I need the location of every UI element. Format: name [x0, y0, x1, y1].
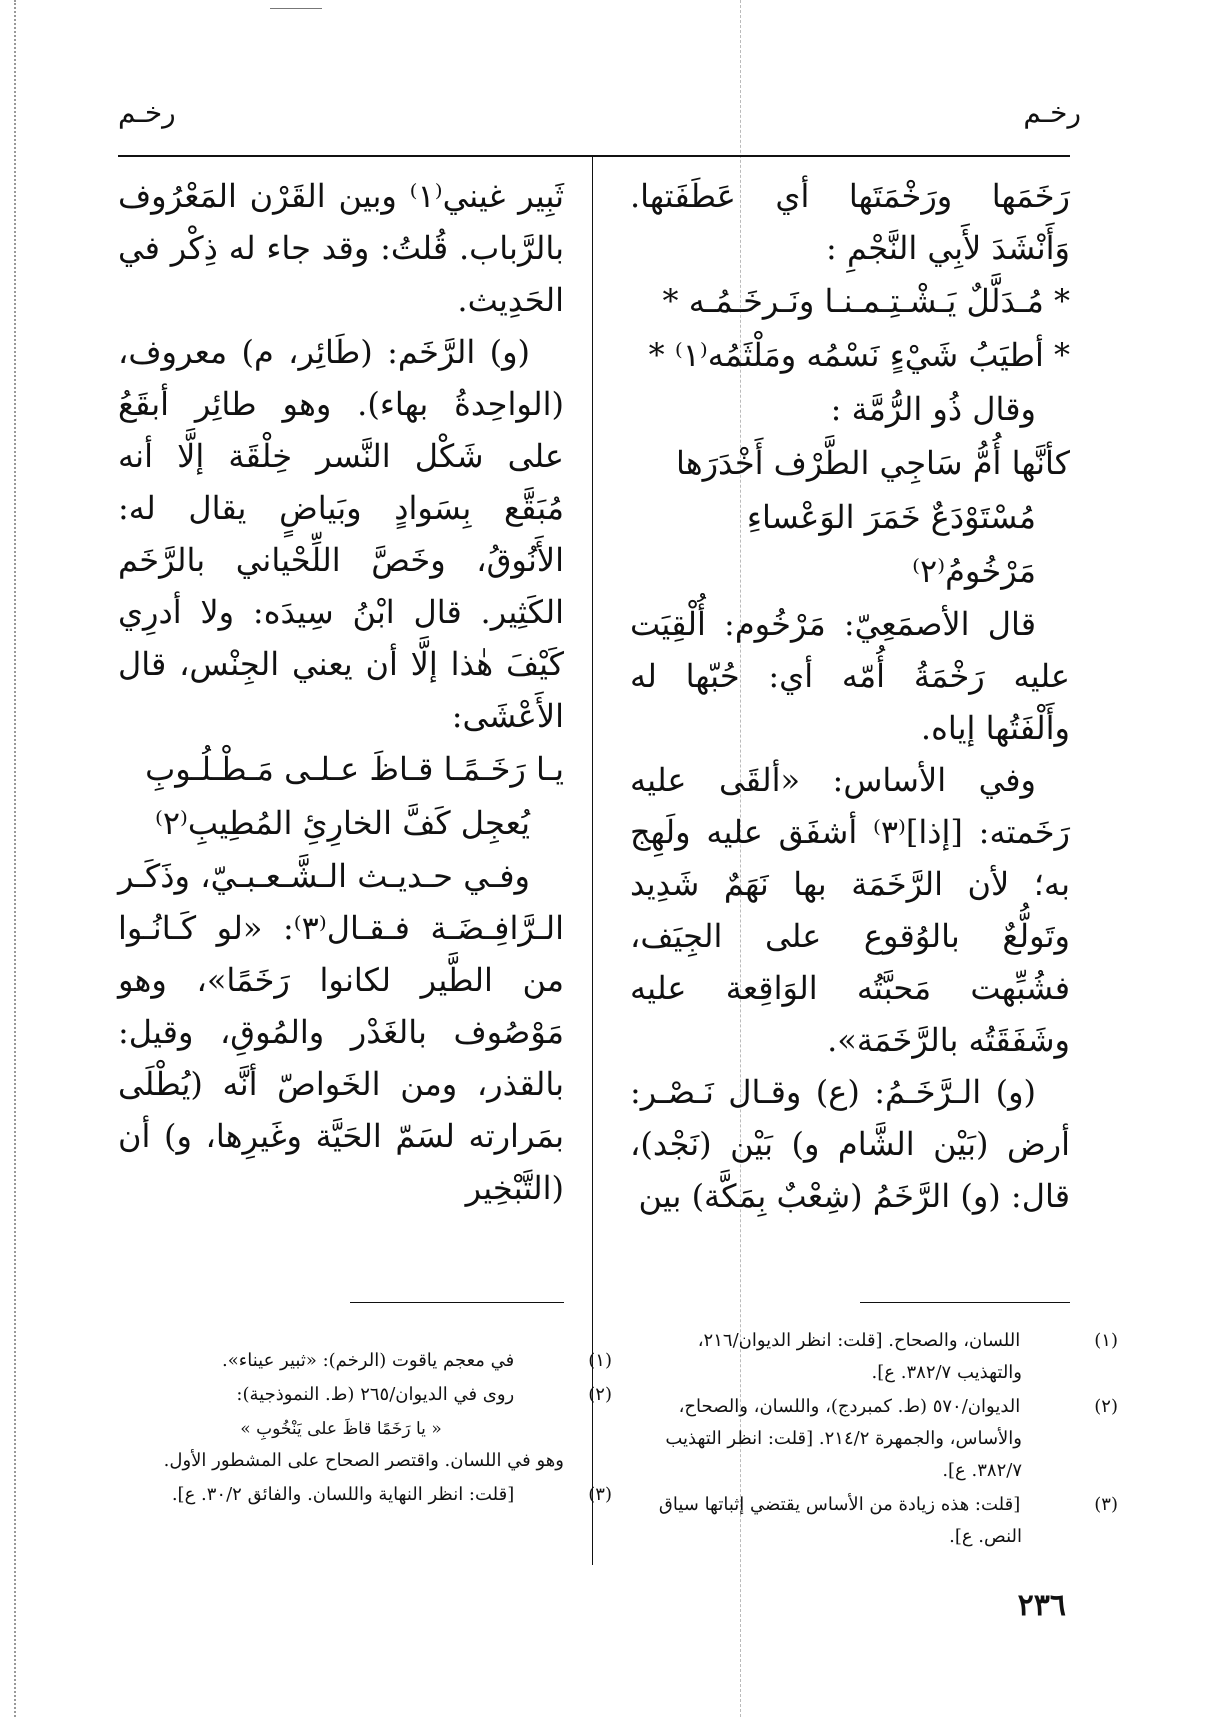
footnote-text: [قلت: انظر النهاية واللسان. والفائق ٣٠/٢. ع]. — [171, 1484, 515, 1505]
text-paragraph: رَخَمَها ورَخْمَتَها أي عَطَفَتها. وَأَنْشَدَ لأَبِي النَّجْمِ : — [630, 177, 1070, 267]
footnote-continuation: وهو في اللسان. واقتصر الصحاح على المشطور الأول. — [163, 1450, 564, 1471]
running-header-left: رخـم — [118, 96, 176, 129]
verse-line: وقال ذُو الرُّمَّة : — [830, 390, 1036, 428]
running-header-right: رخـم — [1023, 96, 1081, 129]
footnote-number: (١) — [588, 1350, 612, 1371]
verse-line: يُعجِل كَفَّ الخارِئِ المُطِيبِ⁽٢⁾ — [154, 804, 530, 842]
verse-line: * أطيَبُ شَيْءٍ نَسْمُه ومَلْثَمُه⁽١⁾ * — [648, 336, 1070, 374]
text-paragraph: قال الأصمَعِيّ: مَرْخُوم: أُلْقِيَت عليه رَخْمَةُ أُمّه أي: حُبّها له وأَلْفَتُها إياه. — [630, 605, 1070, 747]
footnotes-right — [630, 1325, 1118, 1555]
text-paragraph: (و) الـرَّخَـمُ: (ع) وقـال نَـصْـر: أرض (بَيْن الشَّام و) بَيْن (نَجْد)، قال: (و) الرَّخَمُ (شِعْبٌ بِمَكَّة) بين — [630, 1073, 1070, 1215]
verse-line: يـا رَخَـمًـا قـاظَ عـلـى مَـطْـلُـوبِ — [145, 750, 564, 788]
text-paragraph: ثَبِير غيني⁽١⁾ وبين القَرْن المَعْرُوف بالرَّباب. قُلتُ: وقد جاء له ذِكْر في الحَدِيث. — [118, 177, 565, 319]
footnote — [630, 1325, 1118, 1389]
footnote-number: (٢) — [1094, 1396, 1118, 1417]
footnote-number: (١) — [1094, 1330, 1118, 1351]
footnote-verse: « يا رَخَمًا قاظَ على يَنْخُوبِ » — [240, 1419, 442, 1439]
header-rule — [118, 155, 1070, 157]
verse-line: مُسْتَوْدَعٌ خَمَرَ الوَعْساءِ مَرْخُومُ⁽٢⁾ — [746, 498, 1036, 590]
footnote-rule-right — [860, 1302, 1070, 1303]
footnote — [630, 1391, 1118, 1487]
left-column — [118, 170, 564, 1214]
footnote-text: روى في الديوان/٢٦٥ (ط. النموذجية): — [236, 1384, 515, 1405]
footnote-text: اللسان، والصحاح. [قلت: انظر الديوان/٢١٦، والتهذيب ٣٨٢/٧. ع]. — [697, 1330, 1022, 1383]
footnote-text: [قلت: هذه زيادة من الأساس يقتضي إثباتها سياق النص. ع]. — [658, 1494, 1022, 1547]
footnote-text: الديوان/٥٧٠ (ط. كمبردج)، واللسان، والصحاح، والأساس، والجمهرة ٢١٤/٢. [قلت: انظر التهذيب ٣٨٢/٧. ع]. — [665, 1396, 1022, 1481]
footnote-text: في معجم ياقوت (الرخم): «ثبير عيناء». — [222, 1350, 515, 1371]
page-number: ٢٣٦ — [1017, 1588, 1066, 1623]
footnote-rule-left — [350, 1302, 564, 1303]
footnote — [118, 1345, 612, 1377]
footnote — [118, 1379, 612, 1411]
footnote-number: (٢) — [588, 1384, 612, 1405]
text-paragraph: وفي الأساس: «ألقَى عليه رَخَمته: [إذا]⁽٣⁾ أشفَق عليه ولَهِج به؛ لأن الرَّخَمَة بها نَهَمٌ شَدِيد وتَولُّعٌ بالوُقوع على الجِيَف، فشُبِّهت مَحبَّتُه الوَاقِعة عليه وشَفَقَتُه بالرَّخَمَة». — [630, 761, 1071, 1059]
footnote-number: (٣) — [588, 1484, 612, 1505]
right-column — [630, 170, 1070, 1222]
scan-edge-dots — [14, 0, 16, 1717]
footnotes-left — [118, 1345, 612, 1513]
footnote — [630, 1489, 1118, 1553]
scan-mark — [270, 8, 322, 9]
text-paragraph: وفـي حـديـث الـشَّـعـبـيّ، وذَكَـر الـرَّافِـضَـة فـقـال⁽٣⁾: «لو كَـانُـوا من الطَّير لكانوا رَخَمًا»، وهو مَوْصُوف بالغَدْر والمُوقِ، وقيل: بالقذر، ومن الخَواصّ أنَّه (يُطْلَى بمَرارته لسَمّ الحَيَّة وغَيرِها، و) أن (التَّبْخِير — [118, 857, 564, 1207]
footnote-number: (٣) — [1094, 1494, 1118, 1515]
verse-line: * مُـدَلَّلٌ يَـشْـتِـمـنـا ونَـرخَـمُـه * — [662, 282, 1070, 320]
verse-line: كأنَّها أُمُّ سَاجِي الطَّرْف أَخْدَرَها — [675, 444, 1070, 482]
text-paragraph: (و) الرَّخَم: (طَائِر، م) معروف، (الواحِدةُ بهاء). وهو طائِر أبقَعُ على شَكْل النَّسر خِلْقَة إلَّا أنه مُبَقَّع بِسَوادٍ وبَياضٍ يقال له: الأَنُوقُ، وخَصَّ اللِّحْياني بالرَّخَم الكَثِير. قال ابْنُ سِيدَه: ولا أدرِي كَيْفَ هٰذا إلَّا أن يعني الجِنْس، قال الأَعْشَى: — [118, 333, 564, 735]
footnote — [118, 1479, 612, 1511]
